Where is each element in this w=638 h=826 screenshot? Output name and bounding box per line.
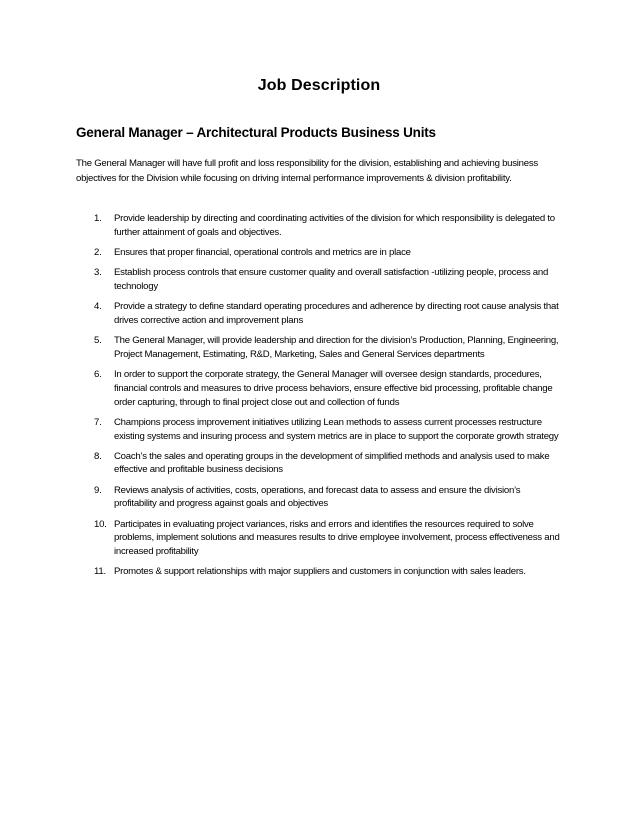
duty-text: Ensures that proper financial, operational controls and metrics are in place bbox=[114, 246, 411, 258]
duty-text: Promotes & support relationships with major suppliers and customers in conjunction with sales leaders. bbox=[114, 566, 526, 578]
duty-item-10 bbox=[94, 518, 564, 559]
duty-text: Establish process controls that ensure customer quality and overall satisfaction -utilizing people, process and technology bbox=[114, 267, 549, 292]
duty-item-9 bbox=[94, 484, 564, 511]
duty-item-8 bbox=[94, 450, 564, 477]
duty-item-7 bbox=[94, 416, 564, 443]
duty-number: 5. bbox=[94, 335, 102, 347]
duty-text: In order to support the corporate strategy, the General Manager will oversee design standards, procedures, financial controls and measures to drive process behaviors, ensure effective bid processing, profitable change order capturing, through to final project close out and collection of funds bbox=[114, 369, 553, 408]
duty-number: 10. bbox=[94, 518, 107, 530]
duty-item-6 bbox=[94, 368, 564, 409]
duty-number: 7. bbox=[94, 416, 102, 428]
duty-number: 9. bbox=[94, 484, 102, 496]
duty-item-2 bbox=[94, 246, 564, 260]
duty-number: 4. bbox=[94, 301, 102, 313]
duty-item-4 bbox=[94, 300, 564, 327]
duty-number: 11. bbox=[94, 566, 106, 578]
document-title: Job Description bbox=[257, 77, 381, 94]
duty-text: Provide a strategy to define standard operating procedures and adherence by directing root cause analysis that drives corrective action and improvement plans bbox=[114, 301, 559, 326]
duties-list bbox=[94, 212, 564, 586]
duty-item-3 bbox=[94, 266, 564, 293]
duty-number: 6. bbox=[94, 369, 102, 381]
duty-number: 3. bbox=[94, 267, 102, 279]
duty-number: 1. bbox=[94, 213, 102, 224]
duty-item-11 bbox=[94, 565, 564, 579]
duty-text: Reviews analysis of activities, costs, operations, and forecast data to assess and ensure the division’s profitability and progress against goals and objectives bbox=[114, 484, 521, 510]
intro-paragraph: The General Manager will have full profit and loss responsibility for the division, establishing and achieving business objectives for the Division while focusing on driving internal performance improvements & division profitability. bbox=[76, 158, 538, 184]
duty-number: 8. bbox=[94, 450, 102, 462]
duty-item-5 bbox=[94, 334, 564, 361]
duty-text: The General Manager, will provide leadership and direction for the division’s Production, Planning, Engineering, Project Management, Estimating, R&D, Marketing, Sales and General Services departments bbox=[114, 335, 559, 360]
duty-text: Champions process improvement initiatives utilizing Lean methods to assess current processes restructure existing systems and insuring process and system metrics are in place to support the corporate growth strategy bbox=[114, 416, 559, 442]
duty-text: Coach’s the sales and operating groups in the development of simplified methods and analysis used to make effective and profitable business decisions bbox=[114, 450, 550, 476]
duty-text: Provide leadership by directing and coordinating activities of the division for which responsibility is delegated to further attainment of goals and objectives. bbox=[114, 213, 555, 238]
job-title-heading: General Manager – Architectural Products Business Units bbox=[76, 125, 436, 140]
duty-number: 2. bbox=[94, 246, 102, 258]
duty-text: Participates in evaluating project variances, risks and errors and identifies the resources required to solve problems, implement solutions and measures results to drive employee involvement, process effectiveness and increased profitability bbox=[114, 518, 560, 558]
duty-item-1 bbox=[94, 212, 564, 239]
